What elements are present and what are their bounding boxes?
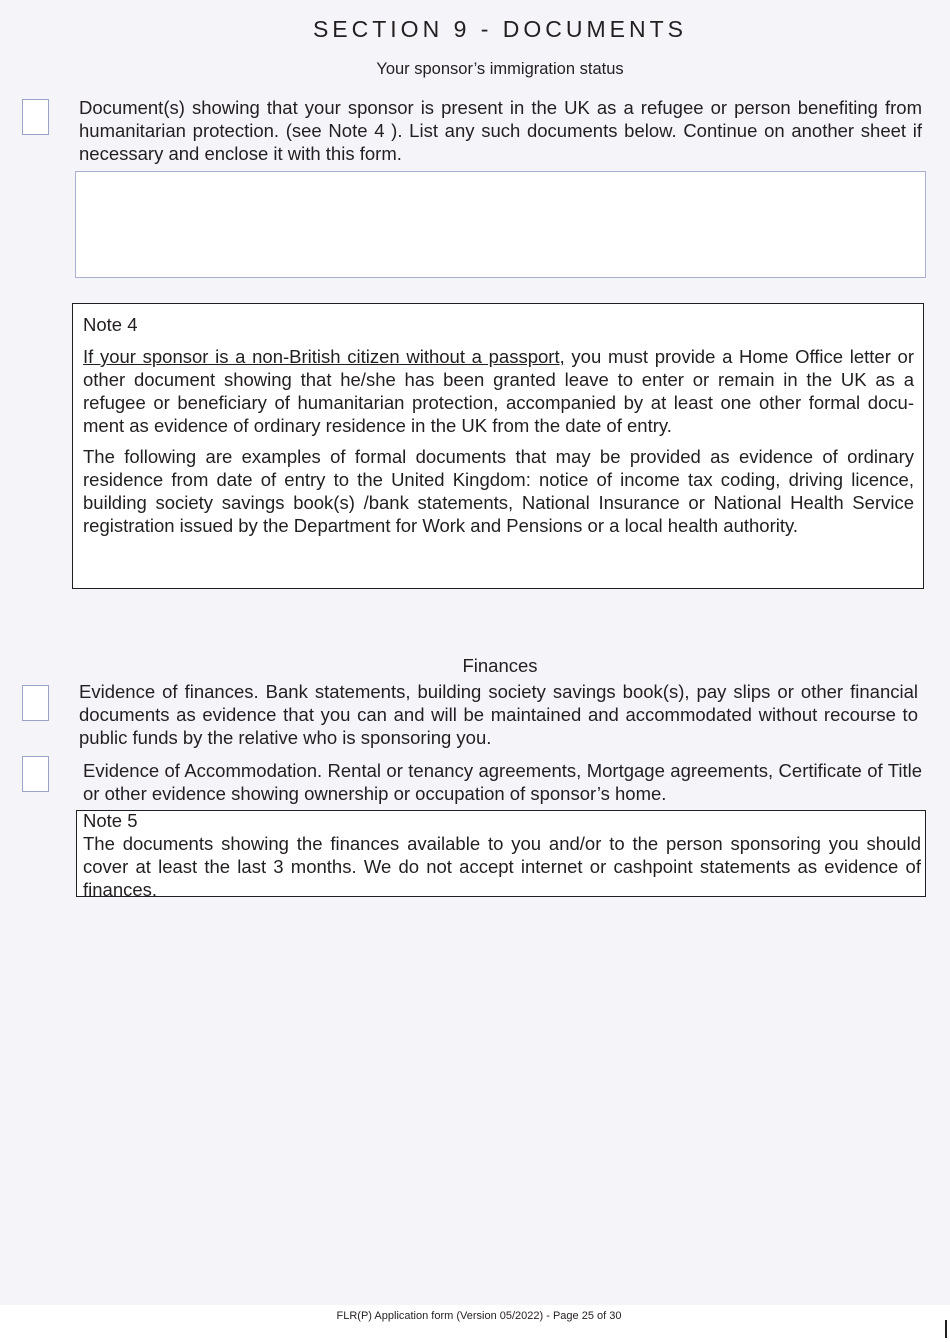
section-subtitle: Your sponsor’s immigration status xyxy=(376,60,624,78)
note-4-paragraph-1 xyxy=(83,345,914,437)
finances-evidence-checkbox[interactable] xyxy=(22,685,49,721)
note-5-body: The documents showing the finances available to you and/or to the person sponsoring you should cover at least the last 3 months. We do not accept internet or cashpoint statements as evidence of finances. xyxy=(83,833,921,900)
accommodation-evidence-text: Evidence of Accommodation. Rental or tenancy agreements, Mortgage agreements, Certificate of Title or other evidence showing ownership or occupation of sponsor’s home. xyxy=(83,760,922,804)
note-4-paragraph-1-rest: you must provide a Home Office letter or other document showing that he/she has been granted leave to enter or remain in the UK as a refugee or beneficiary of humanitarian protection, accompanied by at least one other formal document as evidence of ordinary residence in the UK from the date of entry. xyxy=(83,346,914,436)
note-5-title: Note 5 xyxy=(83,810,138,831)
page-footer: FLR(P) Application form (Version 05/2022) - Page 25 of 30 xyxy=(336,1310,622,1322)
note-4-box xyxy=(72,303,924,589)
finances-evidence-text: Evidence of finances. Bank statements, building society savings book(s), pay slips or other financial documents as evidence that you can and will be maintained and accommodated without recourse to public funds by the relative who is sponsoring you. xyxy=(79,681,918,748)
refugee-documents-text: Document(s) showing that your sponsor is present in the UK as a refugee or person benefiting from humanitarian protection. (see Note 4 ). List any such documents below. Continue on another sheet if necessary and enclose it with this form. xyxy=(79,97,922,164)
refugee-documents-checkbox[interactable] xyxy=(22,99,49,135)
accommodation-evidence-checkbox[interactable] xyxy=(22,756,49,792)
note-4-underlined-text: If your sponsor is a non-British citizen without a passport, xyxy=(83,346,565,367)
note-4-paragraph-2: The following are examples of formal documents that may be provided as evidence of ordinary residence from date of entry to the United Kingdom: notice of income tax coding, driving licence, building society savings book(s) /bank statements, National Insurance or National Health Service registration issued by the Department for Work and Pensions or a local health authority. xyxy=(83,446,914,536)
note-5-box xyxy=(76,810,926,900)
section-title: SECTION 9 - DOCUMENTS xyxy=(312,16,688,42)
refugee-documents-list-field[interactable] xyxy=(75,171,926,278)
finances-heading: Finances xyxy=(462,655,538,676)
text-cursor xyxy=(945,1320,947,1338)
note-4-title: Note 4 xyxy=(83,314,138,335)
